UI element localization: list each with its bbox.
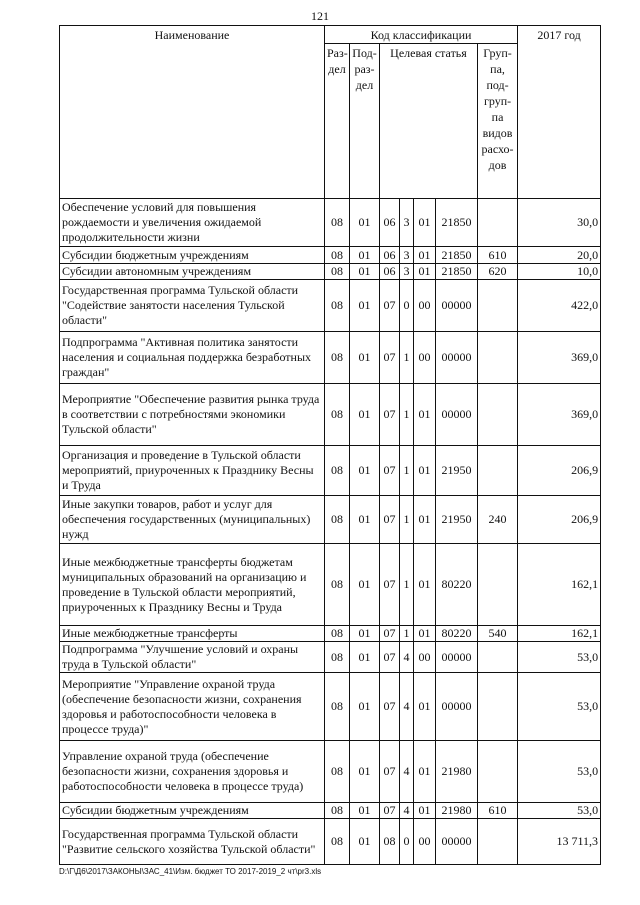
table-row (60, 384, 601, 446)
expense-type-code (478, 332, 518, 384)
section-code: 08 (325, 199, 350, 247)
direction-code: 80220 (436, 544, 478, 626)
subprogram-code: 1 (400, 446, 414, 496)
subsection-code: 01 (350, 642, 380, 673)
activity-code: 01 (414, 199, 436, 247)
amount-2017: 206,9 (518, 496, 601, 544)
amount-2017: 53,0 (518, 803, 601, 819)
subprogram-code: 1 (400, 332, 414, 384)
table-row (60, 803, 601, 819)
program-code: 07 (380, 626, 400, 642)
subsection-code: 01 (350, 741, 380, 803)
row-name: Мероприятие "Управление охраной труда (обеспечение безопасности жизни, сохранения здоровья и работоспособности человека в процессе труда)" (60, 673, 325, 741)
row-name: Мероприятие "Обеспечение развития рынка труда в соответствии с потребностями экономики Тульской области" (60, 384, 325, 446)
section-code: 08 (325, 496, 350, 544)
row-name: Организация и проведение в Тульской области мероприятий, приуроченных к Празднику Весны и Труда (60, 446, 325, 496)
row-name: Иные межбюджетные трансферты бюджетам муниципальных образований на организацию и проведение в Тульской области мероприятий, приуроченных к Празднику Весны и Труда (60, 544, 325, 626)
subprogram-code: 4 (400, 673, 414, 741)
amount-2017: 53,0 (518, 673, 601, 741)
subsection-code: 01 (350, 626, 380, 642)
subprogram-code: 0 (400, 819, 414, 865)
direction-code: 00000 (436, 642, 478, 673)
direction-code: 21850 (436, 247, 478, 264)
row-name: Подпрограмма "Активная политика занятости населения и социальная поддержка безработных граждан" (60, 332, 325, 384)
row-name: Государственная программа Тульской области "Содействие занятости населения Тульской области" (60, 280, 325, 332)
direction-code: 21980 (436, 741, 478, 803)
section-code: 08 (325, 332, 350, 384)
program-code: 07 (380, 803, 400, 819)
subsection-code: 01 (350, 673, 380, 741)
section-code: 08 (325, 819, 350, 865)
activity-code: 01 (414, 496, 436, 544)
direction-code: 00000 (436, 673, 478, 741)
row-name: Обеспечение условий для повышения рождаемости и увеличения ожидаемой продолжительности жизни (60, 199, 325, 247)
subsection-code: 01 (350, 199, 380, 247)
row-name: Субсидии бюджетным учреждениям (60, 803, 325, 819)
table-row (60, 446, 601, 496)
row-name: Управление охраной труда (обеспечение безопасности жизни, сохранения здоровья и работоспособности человека в процессе труда) (60, 741, 325, 803)
section-code: 08 (325, 544, 350, 626)
program-code: 07 (380, 496, 400, 544)
direction-code: 80220 (436, 626, 478, 642)
subsection-code: 01 (350, 803, 380, 819)
section-code: 08 (325, 280, 350, 332)
row-name: Государственная программа Тульской области "Развитие сельского хозяйства Тульской области" (60, 819, 325, 865)
expense-type-code: 610 (478, 247, 518, 264)
table-row (60, 642, 601, 673)
program-code: 06 (380, 247, 400, 264)
row-name: Иные межбюджетные трансферты (60, 626, 325, 642)
section-code: 08 (325, 626, 350, 642)
direction-code: 00000 (436, 280, 478, 332)
table-row (60, 673, 601, 741)
table-row (60, 264, 601, 280)
section-code: 08 (325, 247, 350, 264)
table-row (60, 199, 601, 247)
subprogram-code: 1 (400, 496, 414, 544)
section-code: 08 (325, 673, 350, 741)
subprogram-code: 4 (400, 642, 414, 673)
file-path-footer: D:\Г\Д6\2017\ЗАКОНЫ\ЗАС_41\Изм. бюджет ТО 2017-2019_2 чт\pr3.xls (59, 867, 322, 876)
expense-type-code (478, 673, 518, 741)
subprogram-code: 4 (400, 741, 414, 803)
expense-type-code: 610 (478, 803, 518, 819)
table-row (60, 332, 601, 384)
header-expense-type: Груп- па, под- груп- па видов расхо- дов (478, 44, 518, 199)
program-code: 07 (380, 673, 400, 741)
activity-code: 00 (414, 280, 436, 332)
direction-code: 21950 (436, 446, 478, 496)
expense-type-code (478, 642, 518, 673)
expense-type-code (478, 280, 518, 332)
section-code: 08 (325, 803, 350, 819)
amount-2017: 162,1 (518, 544, 601, 626)
direction-code: 21850 (436, 199, 478, 247)
expense-type-code: 540 (478, 626, 518, 642)
header-subsection: Под- раз- дел (350, 44, 380, 199)
section-code: 08 (325, 741, 350, 803)
row-name: Субсидии бюджетным учреждениям (60, 247, 325, 264)
header-section: Раз- дел (325, 44, 350, 199)
subsection-code: 01 (350, 496, 380, 544)
table-row (60, 496, 601, 544)
program-code: 07 (380, 332, 400, 384)
header-classification: Код классификации (325, 26, 518, 44)
activity-code: 01 (414, 247, 436, 264)
table-row (60, 280, 601, 332)
activity-code: 01 (414, 803, 436, 819)
program-code: 06 (380, 264, 400, 280)
table-row (60, 819, 601, 865)
expense-type-code (478, 544, 518, 626)
expense-type-code (478, 819, 518, 865)
subprogram-code: 1 (400, 626, 414, 642)
subprogram-code: 4 (400, 803, 414, 819)
expense-type-code (478, 384, 518, 446)
subsection-code: 01 (350, 544, 380, 626)
amount-2017: 30,0 (518, 199, 601, 247)
amount-2017: 369,0 (518, 384, 601, 446)
activity-code: 00 (414, 819, 436, 865)
direction-code: 00000 (436, 819, 478, 865)
page-number: 121 (311, 9, 329, 23)
subprogram-code: 3 (400, 247, 414, 264)
row-name: Подпрограмма "Улучшение условий и охраны труда в Тульской области" (60, 642, 325, 673)
subsection-code: 01 (350, 384, 380, 446)
activity-code: 01 (414, 673, 436, 741)
activity-code: 00 (414, 642, 436, 673)
program-code: 08 (380, 819, 400, 865)
expense-type-code (478, 446, 518, 496)
subsection-code: 01 (350, 280, 380, 332)
amount-2017: 206,9 (518, 446, 601, 496)
header-target-article: Целевая статья (380, 44, 478, 199)
direction-code: 21980 (436, 803, 478, 819)
section-code: 08 (325, 642, 350, 673)
program-code: 07 (380, 642, 400, 673)
amount-2017: 13 711,3 (518, 819, 601, 865)
amount-2017: 53,0 (518, 642, 601, 673)
subprogram-code: 3 (400, 199, 414, 247)
program-code: 07 (380, 384, 400, 446)
section-code: 08 (325, 264, 350, 280)
subsection-code: 01 (350, 264, 380, 280)
direction-code: 00000 (436, 332, 478, 384)
direction-code: 00000 (436, 384, 478, 446)
activity-code: 00 (414, 332, 436, 384)
expense-type-code (478, 741, 518, 803)
table-row (60, 247, 601, 264)
section-code: 08 (325, 384, 350, 446)
amount-2017: 162,1 (518, 626, 601, 642)
subsection-code: 01 (350, 332, 380, 384)
subprogram-code: 0 (400, 280, 414, 332)
budget-table (59, 25, 601, 865)
row-name: Субсидии автономным учреждениям (60, 264, 325, 280)
row-name: Иные закупки товаров, работ и услуг для обеспечения государственных (муниципальных) нужд (60, 496, 325, 544)
program-code: 06 (380, 199, 400, 247)
activity-code: 01 (414, 264, 436, 280)
amount-2017: 422,0 (518, 280, 601, 332)
table-body (60, 199, 601, 865)
activity-code: 01 (414, 741, 436, 803)
subprogram-code: 3 (400, 264, 414, 280)
table-row (60, 741, 601, 803)
program-code: 07 (380, 544, 400, 626)
amount-2017: 20,0 (518, 247, 601, 264)
activity-code: 01 (414, 626, 436, 642)
expense-type-code: 240 (478, 496, 518, 544)
subsection-code: 01 (350, 819, 380, 865)
subprogram-code: 1 (400, 384, 414, 446)
activity-code: 01 (414, 544, 436, 626)
activity-code: 01 (414, 446, 436, 496)
expense-type-code (478, 199, 518, 247)
table-row (60, 544, 601, 626)
program-code: 07 (380, 741, 400, 803)
amount-2017: 369,0 (518, 332, 601, 384)
subsection-code: 01 (350, 446, 380, 496)
header-name: Наименование (60, 26, 325, 199)
direction-code: 21850 (436, 264, 478, 280)
amount-2017: 10,0 (518, 264, 601, 280)
program-code: 07 (380, 280, 400, 332)
section-code: 08 (325, 446, 350, 496)
direction-code: 21950 (436, 496, 478, 544)
subsection-code: 01 (350, 247, 380, 264)
program-code: 07 (380, 446, 400, 496)
header-year: 2017 год (518, 26, 601, 199)
amount-2017: 53,0 (518, 741, 601, 803)
subprogram-code: 1 (400, 544, 414, 626)
activity-code: 01 (414, 384, 436, 446)
expense-type-code: 620 (478, 264, 518, 280)
table-row (60, 626, 601, 642)
